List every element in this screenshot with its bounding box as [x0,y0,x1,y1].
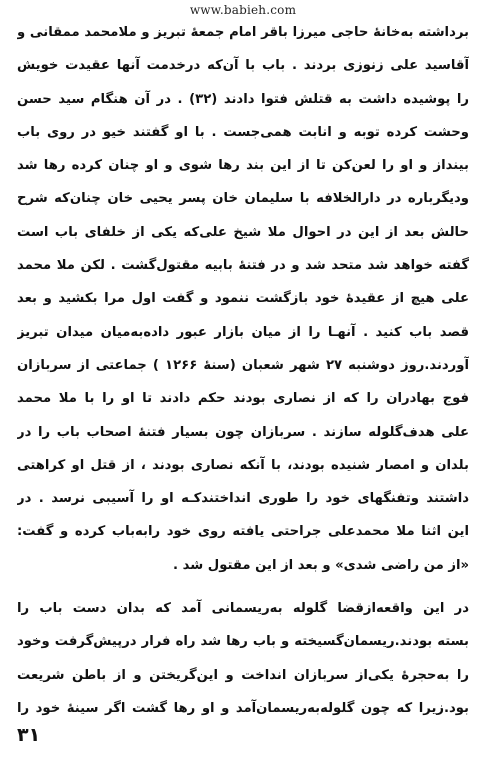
text-line: در این واقعه‌ازقضا گلوله به‌ریسمانی آمد که بدان دست باب را [17,601,469,617]
text-line: علی هدف‌گلوله سازند . سربازان چون بسیار فتنهٔ اصحاب باب را در [17,424,469,440]
text-line: برداشته به‌خانهٔ حاجی میرزا باقر امام جمعهٔ تبریز و ملا‌محمد ممقانی و [17,25,469,40]
text-line: گفته خواهد شد متحد شد و در فتنهٔ بابیه مقتول‌گشت . لکن ملا محمد [17,258,469,274]
text-line: علی هیچ از عقیدهٔ خود بازگشت ننمود و گفت اول مرا بکشید و بعد [17,291,469,307]
text-line: آوردند.روز دوشنبه ۲۷ شهر شعبان (سنهٔ ۱۲۶۶ ) جماعتی از سربازان [17,357,469,373]
text-line: این اثنا ملا محمد‌علی جراحتی یافته روی خود رابه‌باب کرده و گفت: [17,524,469,540]
text-line: را پوشیده داشت به قتلش فتوا دادند (۳۲) . در آن هنگام سید حسن [17,91,469,107]
text-line: داشتند وتفنگهای خود را طوری انداختندکـه او را آسیبی نرسد . در [17,491,469,507]
page-number: ۳۱ [17,724,41,746]
text-line: «از من راضی شدی» و بعد از این مقتول شد . [173,557,469,573]
text-line: بود.زیرا که چون گلوله‌به‌ریسمان‌آمد و او رها گشت اگر سینهٔ خود را [17,700,469,716]
text-line: بینداز و او را لعن‌کن تا از این بند رها شوی و او چنان کرده رها شد [17,158,469,174]
text-line: فوج بهادران را که از نصاری بودند حکم دادند تا او را با ملا محمد [17,391,469,407]
text-line: بلدان و امصار شنیده بودند، با آنکه نصاری بودند ، از قتل او کراهتی [17,457,469,473]
paragraph-gap [17,582,469,592]
text-line: حالش بعد از این در احوال ملا شیخ علی‌که یکی از خلفای باب است [17,224,469,240]
text-line: ودیگرباره در دارالخلافه با سلیمان خان پسر یحیی خان چنان‌که شرح [17,191,469,207]
text-line: بسته بودند.ریسمان‌گسیخته و باب رها شد راه فرار درپیش‌گرفت وخود [17,634,469,650]
text-line: قصد باب کنید . آنهـا را از میان بازار عبور داده‌به‌میان میدان تبریز [17,324,469,340]
page-body-text [17,16,469,725]
text-line: آقاسید علی زنوزی بردند . باب با آن‌که درخدمت آنها عقیدت خویش [17,58,469,74]
text-line: وحشت کرده توبه و انابت همی‌جست . با او گفتند خیو در روی باب [17,124,469,140]
site-watermark: www.babieh.com [189,3,297,17]
text-line: را به‌حجرهٔ یکی‌از سربازان انداخت و این‌گریختن و از باطن شریعت [17,667,469,683]
